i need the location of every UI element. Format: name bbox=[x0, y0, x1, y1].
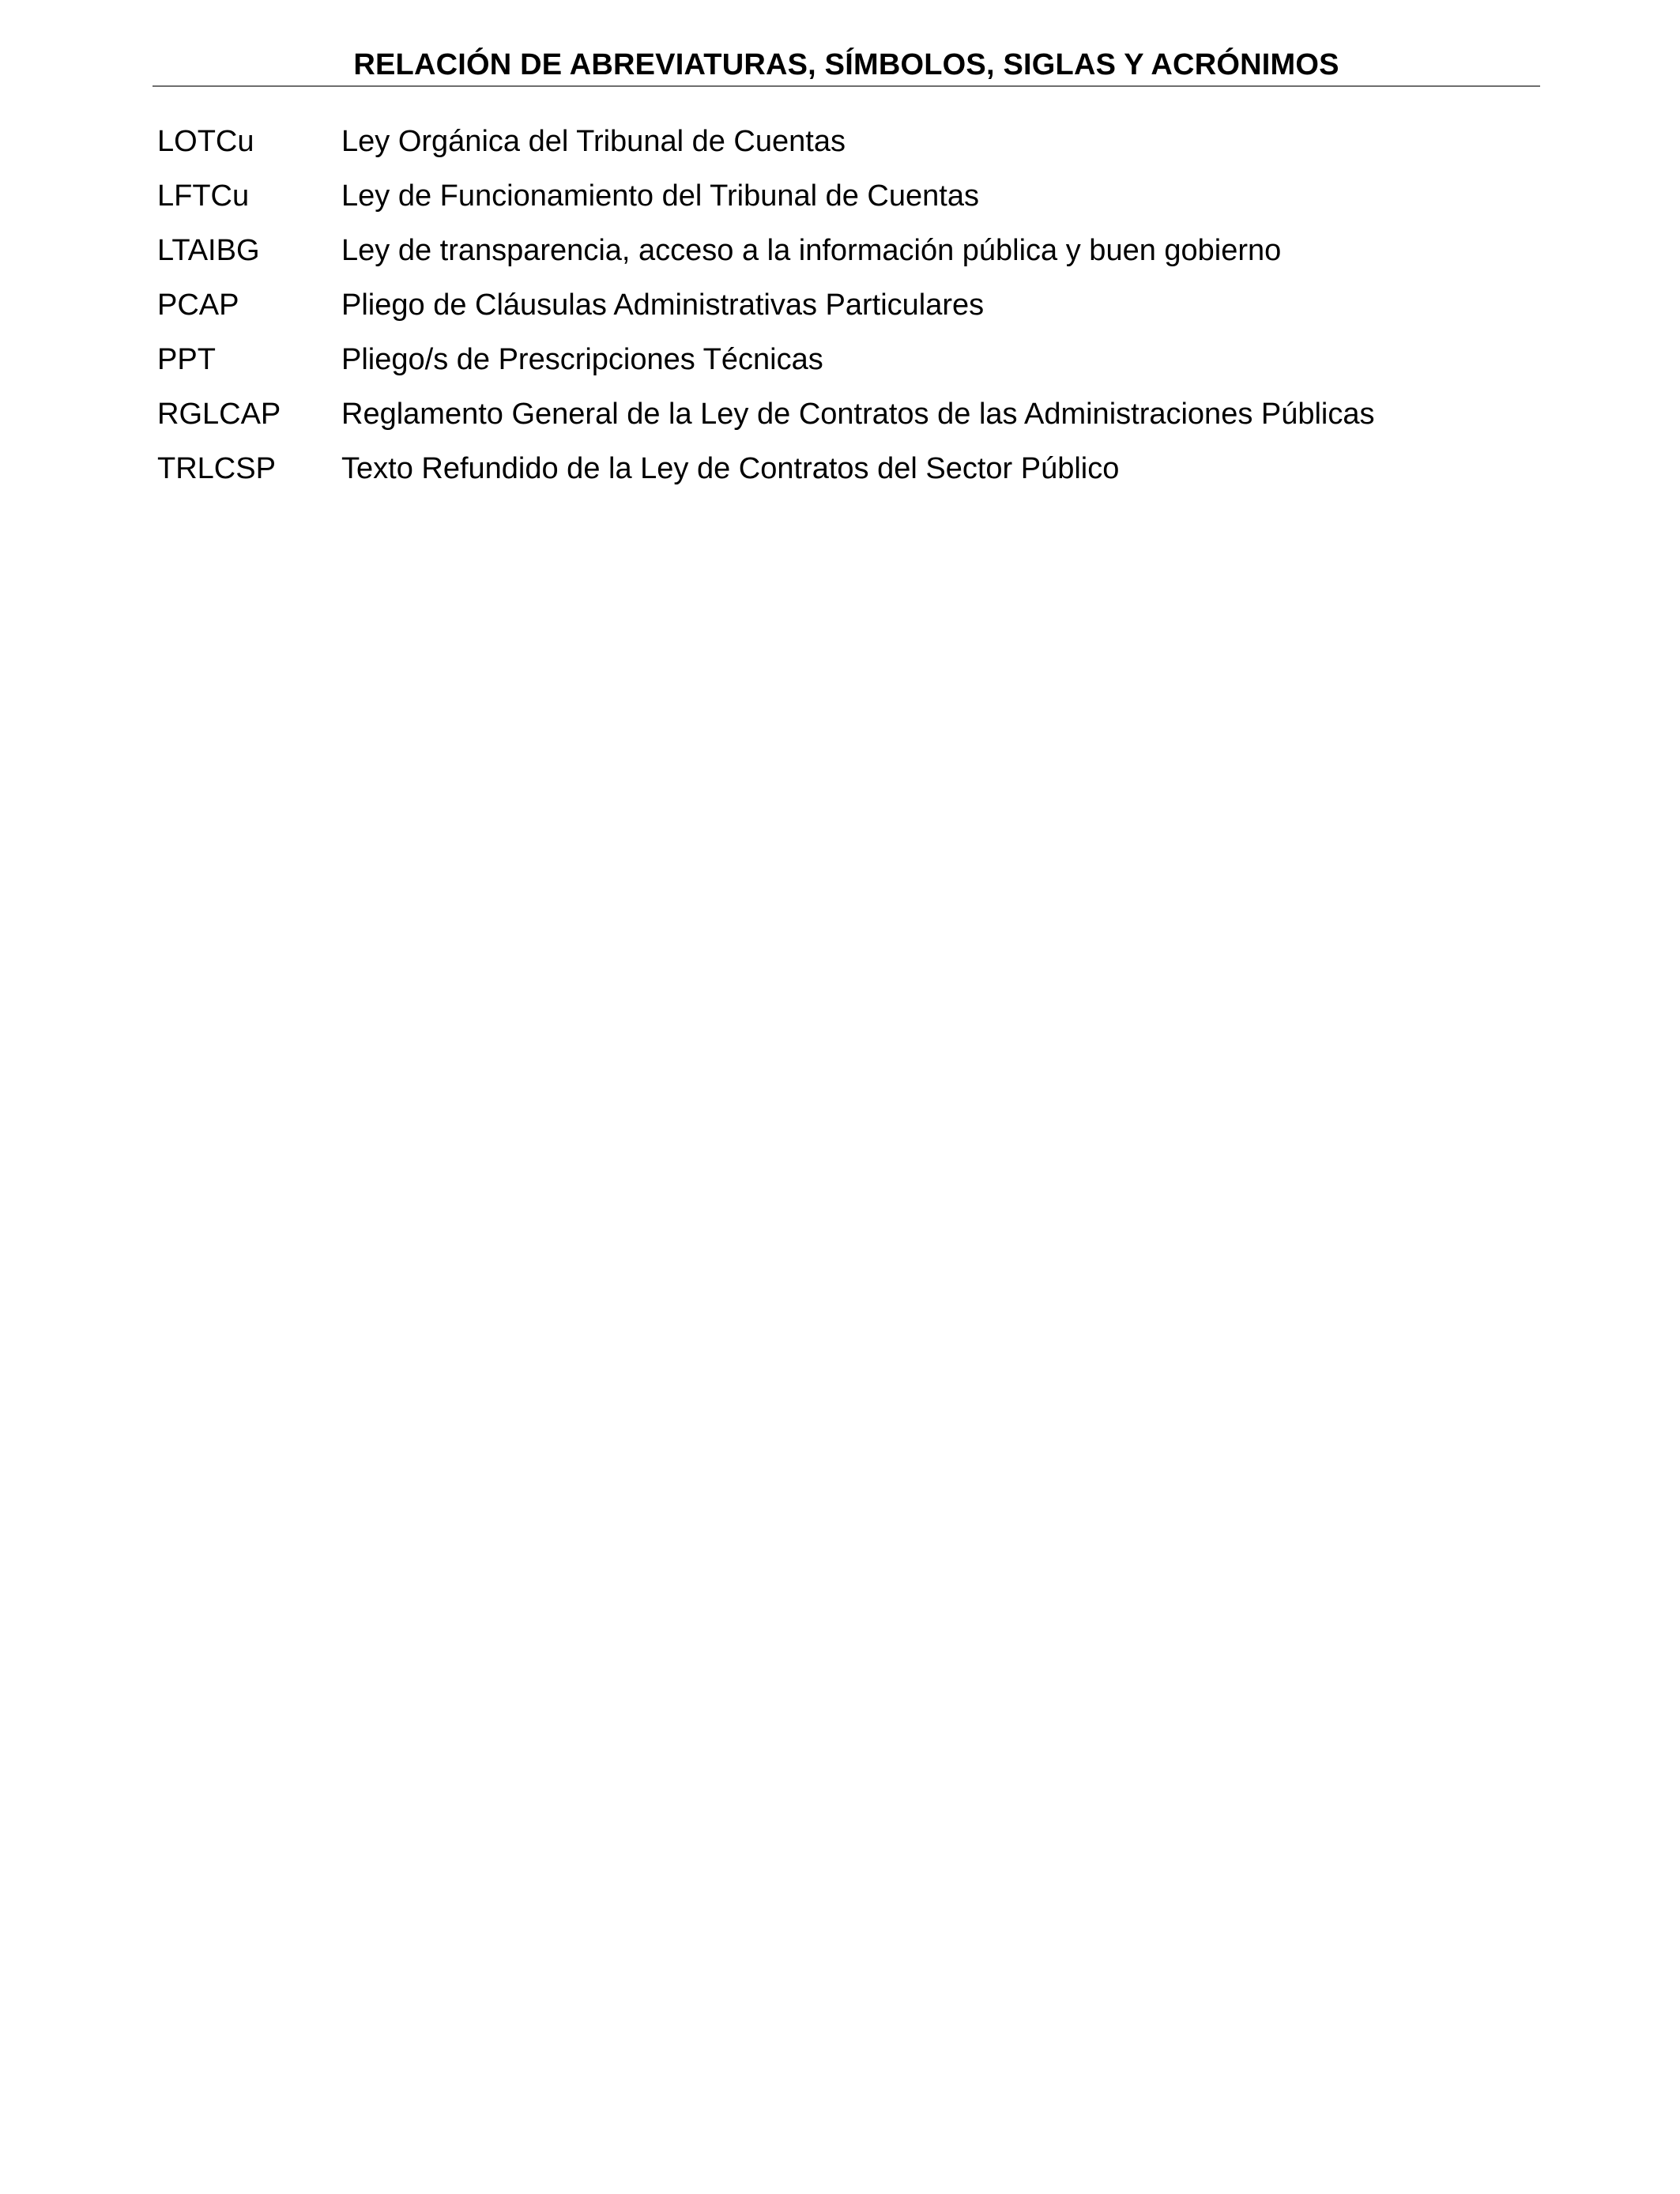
abbreviation-description: Pliego/s de Prescripciones Técnicas bbox=[341, 343, 823, 376]
abbreviation-description: Pliego de Cláusulas Administrativas Particulares bbox=[341, 288, 985, 322]
abbreviation-code: LFTCu bbox=[157, 179, 250, 213]
abbreviation-code: RGLCAP bbox=[157, 398, 281, 431]
list-item bbox=[157, 387, 1540, 442]
abbreviation-description: Ley Orgánica del Tribunal de Cuentas bbox=[341, 125, 846, 158]
abbreviation-code: TRLCSP bbox=[157, 452, 276, 485]
abbreviation-description: Ley de Funcionamiento del Tribunal de Cuentas bbox=[341, 179, 979, 213]
abbreviation-code: LOTCu bbox=[157, 125, 254, 158]
list-item bbox=[157, 333, 1540, 387]
list-item bbox=[157, 224, 1540, 278]
abbreviation-description: Texto Refundido de la Ley de Contratos del Sector Público bbox=[341, 452, 1120, 485]
list-item bbox=[157, 278, 1540, 333]
abbreviation-list bbox=[157, 115, 1540, 496]
abbreviation-code: LTAIBG bbox=[157, 234, 260, 267]
abbreviation-code: PCAP bbox=[157, 288, 239, 322]
title-underline bbox=[153, 85, 1540, 87]
list-item bbox=[157, 442, 1540, 496]
list-item bbox=[157, 115, 1540, 169]
abbreviation-description: Ley de transparencia, acceso a la información pública y buen gobierno bbox=[341, 234, 1282, 267]
abbreviation-code: PPT bbox=[157, 343, 216, 376]
abbreviation-description: Reglamento General de la Ley de Contratos de las Administraciones Públicas bbox=[341, 398, 1375, 431]
page-title: RELACIÓN DE ABREVIATURAS, SÍMBOLOS, SIGLAS Y ACRÓNIMOS bbox=[353, 48, 1339, 81]
list-item bbox=[157, 169, 1540, 224]
